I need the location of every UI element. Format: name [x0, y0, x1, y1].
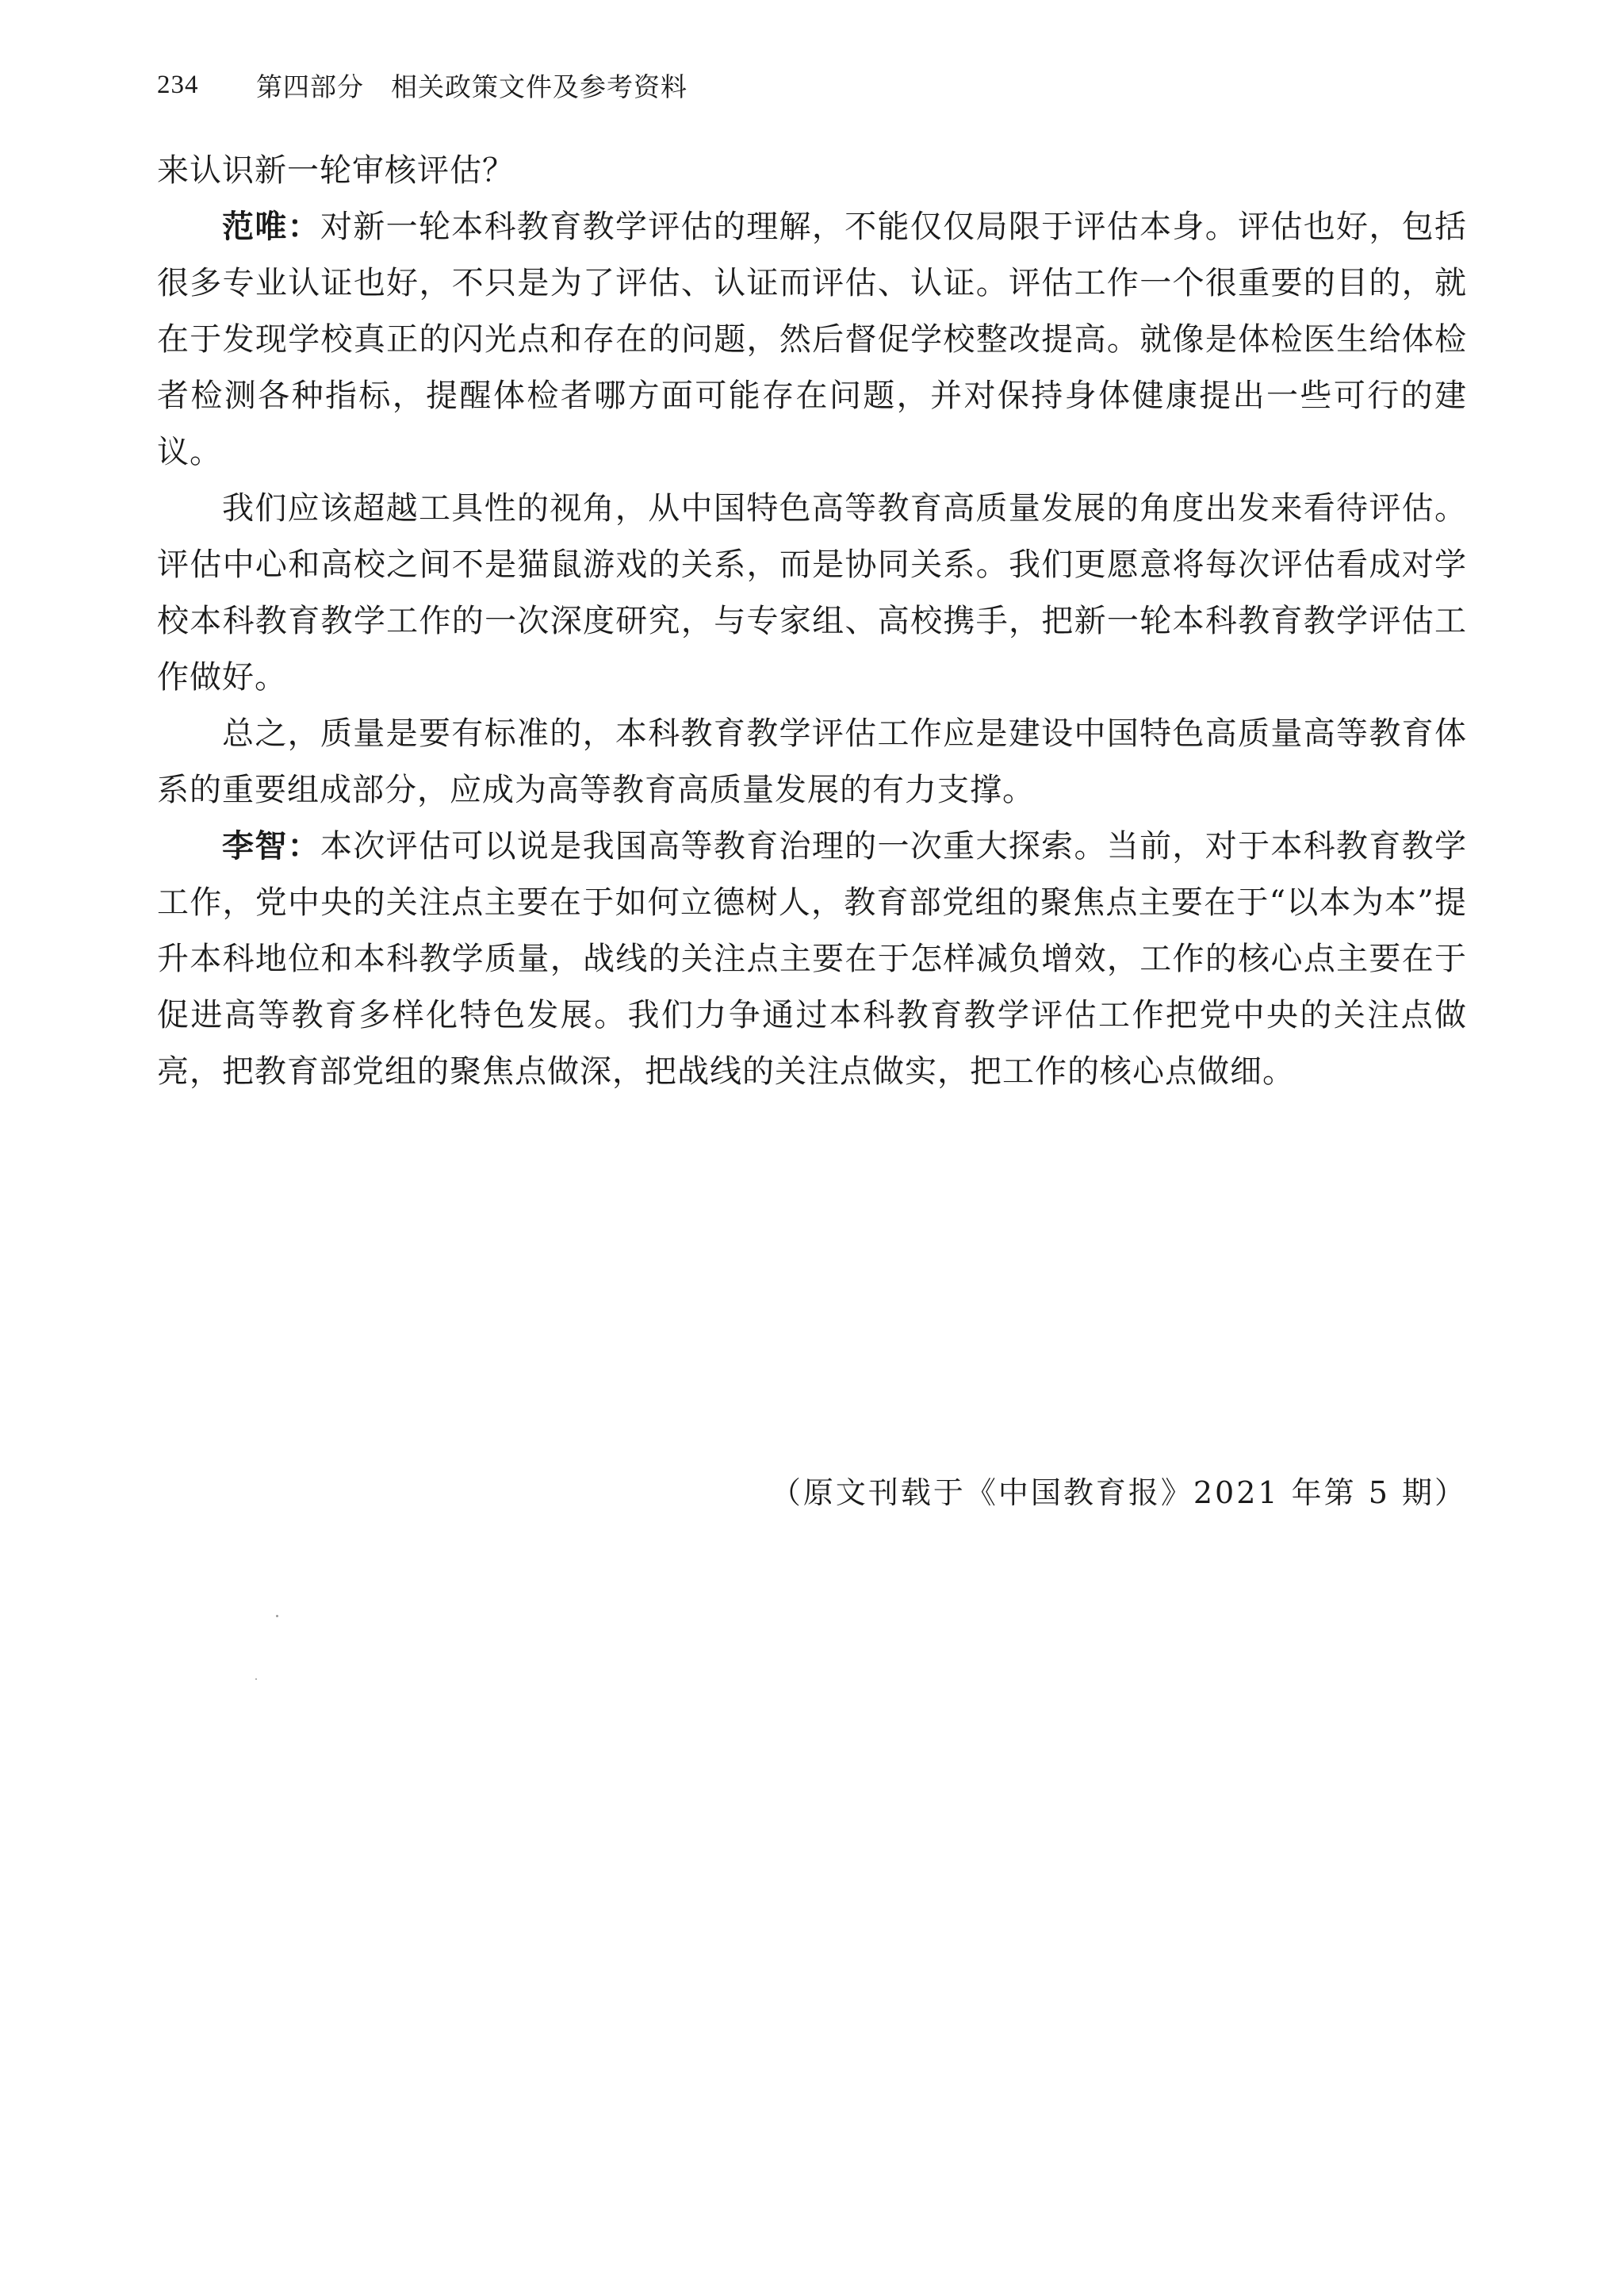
running-section-title: 第四部分 相关政策文件及参考资料: [256, 71, 688, 102]
paragraph-text: 我们应该超越工具性的视角，从中国特色高等教育高质量发展的角度出发来看待评估。评估中心和高校之间不是猫鼠游戏的关系，而是协同关系。我们更愿意将每次评估看成对学校本科教育教学工作的一次深度研究，与专家组、高校携手，把新一轮本科教育教学评估工作做好。: [157, 490, 1467, 696]
page-number: 234: [157, 70, 199, 99]
paragraph-text: 本次评估可以说是我国高等教育治理的一次重大探索。当前，对于本科教育教学工作，党中央的关注点主要在于如何立德树人，教育部党组的聚焦点主要在于“以本为本”提升本科地位和本科教学质量，战线的关注点主要在于怎样减负增效，工作的核心点主要在于促进高等教育多样化特色发展。我们力争通过本科教育教学评估工作把党中央的关注点做亮，把教育部党组的聚焦点做深，把战线的关注点做实，把工作的核心点做细。: [157, 828, 1468, 1090]
speaker-name: 范唯：: [222, 209, 320, 245]
source-citation: （原文刊载于《中国教育报》2021 年第 5 期）: [770, 1475, 1467, 1510]
paragraph-li-zhi: [157, 819, 1467, 1100]
scan-speck: [276, 1615, 278, 1617]
page-header: [157, 65, 688, 105]
paragraph-perspective: [157, 481, 1467, 706]
paragraph-text: 对新一轮本科教育教学评估的理解，不能仅仅局限于评估本身。评估也好，包括很多专业认证也好，不只是为了评估、认证而评估、认证。评估工作一个很重要的目的，就在于发现学校真正的闪光点和存在的问题，然后督促学校整改提高。就像是体检医生给体检者检测各种指标，提醒体检者哪方面可能存在问题，并对保持身体健康提出一些可行的建议。: [157, 209, 1468, 470]
scan-speck: [255, 1678, 257, 1680]
paragraph-text: 来认识新一轮审核评估？: [157, 152, 515, 189]
article-body: [157, 143, 1467, 1100]
paragraph-continuation: [157, 143, 1467, 199]
paragraph-summary: [157, 706, 1467, 819]
paragraph-text: 总之，质量是要有标准的，本科教育教学评估工作应是建设中国特色高质量高等教育体系的重要组成部分，应成为高等教育高质量发展的有力支撑。: [157, 715, 1467, 808]
paragraph-fan-wei: [157, 199, 1467, 481]
speaker-name: 李智：: [222, 828, 320, 865]
